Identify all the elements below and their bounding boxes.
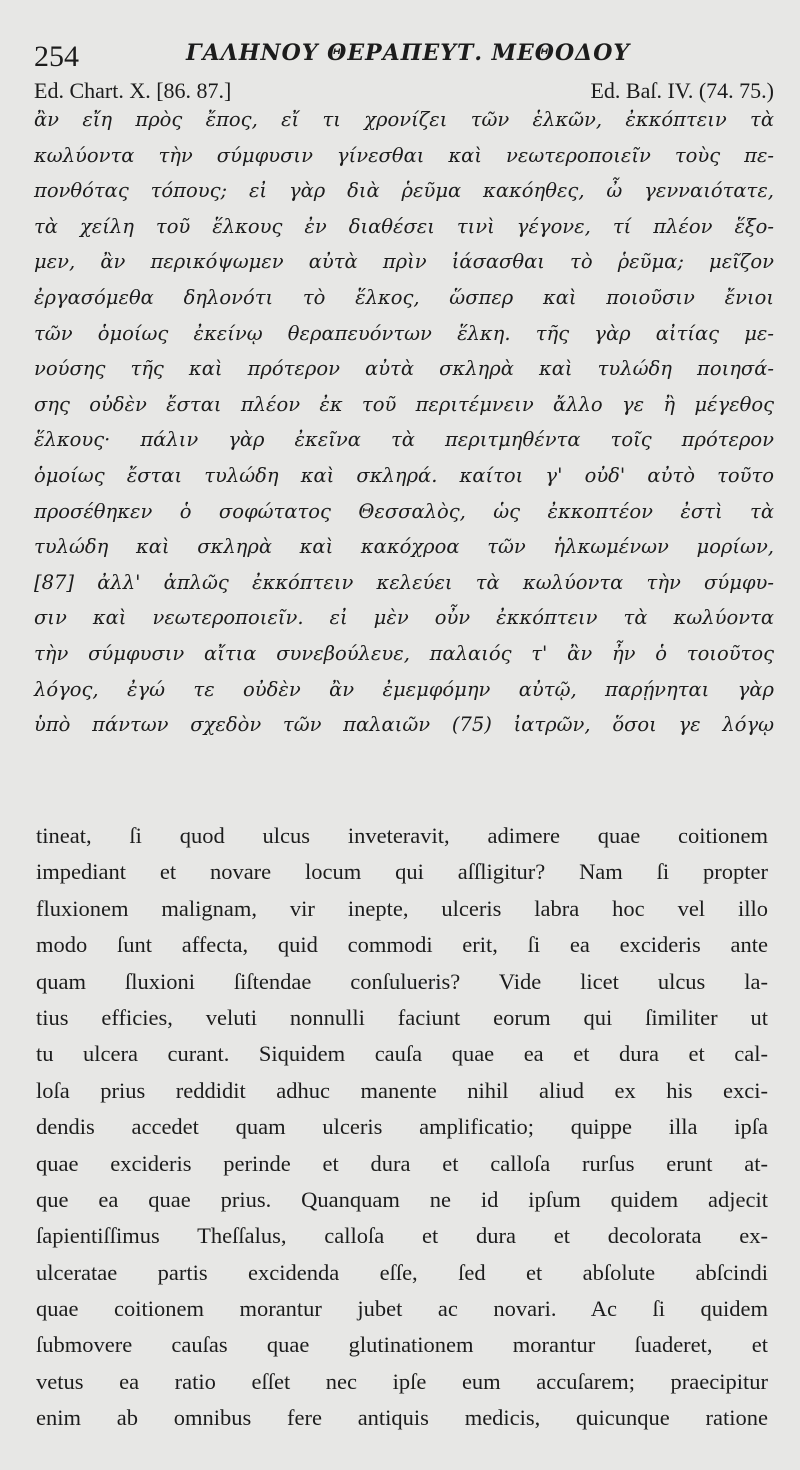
edition-reference-chartier: Ed. Chart. X. [86. 87.] bbox=[34, 78, 232, 103]
greek-text-line: κωλύοντα τὴν σύμφυσιν γίνεσθαι καὶ νεωτεροποιεῖν τοὺς πε- bbox=[34, 143, 774, 167]
running-title: ΓΑΛΗΝΟΥ ΘΕΡΑΠΕΥΤ. ΜΕΘΟΔΟΥ bbox=[186, 40, 631, 66]
latin-text-line: enim ab omnibus fere antiquis medicis, quicunque ratione bbox=[36, 1405, 768, 1431]
greek-text-line: νούσης τῆς καὶ πρότερον αὐτὰ σκληρὰ καὶ τυλώδη ποιησά- bbox=[34, 357, 774, 381]
greek-text-line: τῶν ὁμοίως ἐκείνῳ θεραπευόντων ἕλκη. τῆς γὰρ αἰτίας με- bbox=[34, 321, 774, 345]
greek-text-line: [87] ἀλλ' ἁπλῶς ἐκκόπτειν κελεύει τὰ κωλύοντα τὴν σύμφυ- bbox=[34, 570, 774, 594]
greek-text-line: ἕλκους· πάλιν γὰρ ἐκεῖνα τὰ περιτμηθέντα τοῖς πρότερον bbox=[34, 428, 774, 452]
latin-text-line: fluxionem malignam, vir inepte, ulceris labra hoc vel illo bbox=[36, 895, 768, 921]
greek-text-line: ὁμοίως ἔσται τυλώδη καὶ σκληρά. καίτοι γ' οὐδ' αὐτὸ τοῦτο bbox=[34, 463, 774, 487]
latin-text-line: tius efficies, veluti nonnulli faciunt eorum qui ſimiliter ut bbox=[36, 1004, 768, 1030]
latin-text-line: vetus ea ratio eſſet nec ipſe eum accuſarem; praecipitur bbox=[36, 1368, 768, 1394]
latin-text-line: quae excideris perinde et dura et calloſa rurſus erunt at- bbox=[36, 1150, 768, 1176]
greek-text-line: τὰ χείλη τοῦ ἕλκους ἐν διαθέσει τινὶ γέγονε, τί πλέον ἕξο- bbox=[34, 214, 774, 238]
greek-text-line: σιν καὶ νεωτεροποιεῖν. εἰ μὲν οὖν ἐκκόπτειν τὰ κωλύοντα bbox=[34, 606, 774, 630]
latin-text-line: ſapientiſſimus Theſſalus, calloſa et dura et decolorata ex- bbox=[36, 1223, 768, 1249]
greek-text-line: σης οὐδὲν ἔσται πλέον ἐκ τοῦ περιτέμνειν ἄλλο γε ἢ μέγεθος bbox=[34, 392, 774, 416]
greek-text-line: πονθότας τόπους; εἰ γὰρ διὰ ῥεῦμα κακόηθες, ὦ γενναιότατε, bbox=[34, 179, 774, 203]
greek-text-line: λόγος, ἐγώ τε οὐδὲν ἂν ἐμεμφόμην αὐτῷ, παρῄνηται γὰρ bbox=[34, 677, 774, 701]
greek-text-line: τυλώδη καὶ σκληρὰ καὶ κακόχροα τῶν ἡλκωμένων μορίων, bbox=[34, 535, 774, 559]
latin-text-line: que ea quae prius. Quanquam ne id ipſum quidem adjecit bbox=[36, 1186, 768, 1212]
greek-text-line: ἐργασόμεθα δηλονότι τὸ ἕλκος, ὥσπερ καὶ ποιοῦσιν ἔνιοι bbox=[34, 285, 774, 309]
page-header bbox=[34, 30, 774, 73]
greek-text-line: ἂν εἴη πρὸς ἔπος, εἴ τι χρονίζει τῶν ἑλκῶν, ἐκκόπτειν τὰ bbox=[34, 108, 774, 131]
greek-text-line: ὑπὸ πάντων σχεδὸν τῶν παλαιῶν (75) ἰατρῶν, ὅσοι γε λόγῳ bbox=[34, 713, 774, 737]
latin-text-line: tineat, ſi quod ulcus inveteravit, adimere quae coitionem bbox=[36, 823, 768, 848]
greek-text-line: μεν, ἂν περικόψωμεν αὐτὰ πρὶν ἰάσασθαι τὸ ῥεῦμα; μεῖζον bbox=[34, 250, 774, 274]
latin-text-line: impediant et novare locum qui aſſligitur? Nam ſi propter bbox=[36, 859, 768, 885]
latin-text-line: quam ſluxioni ſiſtendae conſulueris? Vide licet ulcus la- bbox=[36, 968, 768, 994]
latin-text-line: ulceratae partis excidenda eſſe, ſed et abſolute abſcindi bbox=[36, 1259, 768, 1285]
latin-text-line: loſa prius reddidit adhuc manente nihil aliud ex his exci- bbox=[36, 1077, 768, 1103]
latin-text-line: dendis accedet quam ulceris amplificatio; quippe illa ipſa bbox=[36, 1114, 768, 1140]
greek-text-line: προσέθηκεν ὁ σοφώτατος Θεσσαλὸς, ὡς ἐκκοπτέον ἐστὶ τὰ bbox=[34, 499, 774, 523]
edition-reference-basel: Ed. Baſ. IV. (74. 75.) bbox=[590, 78, 774, 103]
latin-text-block bbox=[36, 818, 768, 1437]
latin-text-line: quae coitionem morantur jubet ac novari. Ac ſi quidem bbox=[36, 1296, 768, 1322]
latin-text-line: tu ulcera curant. Siquidem cauſa quae ea et dura et cal- bbox=[36, 1041, 768, 1067]
greek-text-line: τὴν σύμφυσιν αἴτια συνεβούλευε, παλαιός τ' ἂν ἦν ὁ τοιοῦτος bbox=[34, 641, 774, 665]
greek-text-block bbox=[34, 102, 774, 743]
latin-text-line: ſubmovere cauſas quae glutinationem morantur ſuaderet, et bbox=[36, 1332, 768, 1358]
latin-text-line: modo ſunt affecta, quid commodi erit, ſi ea excideris ante bbox=[36, 932, 768, 958]
page-number: 254 bbox=[34, 40, 79, 73]
